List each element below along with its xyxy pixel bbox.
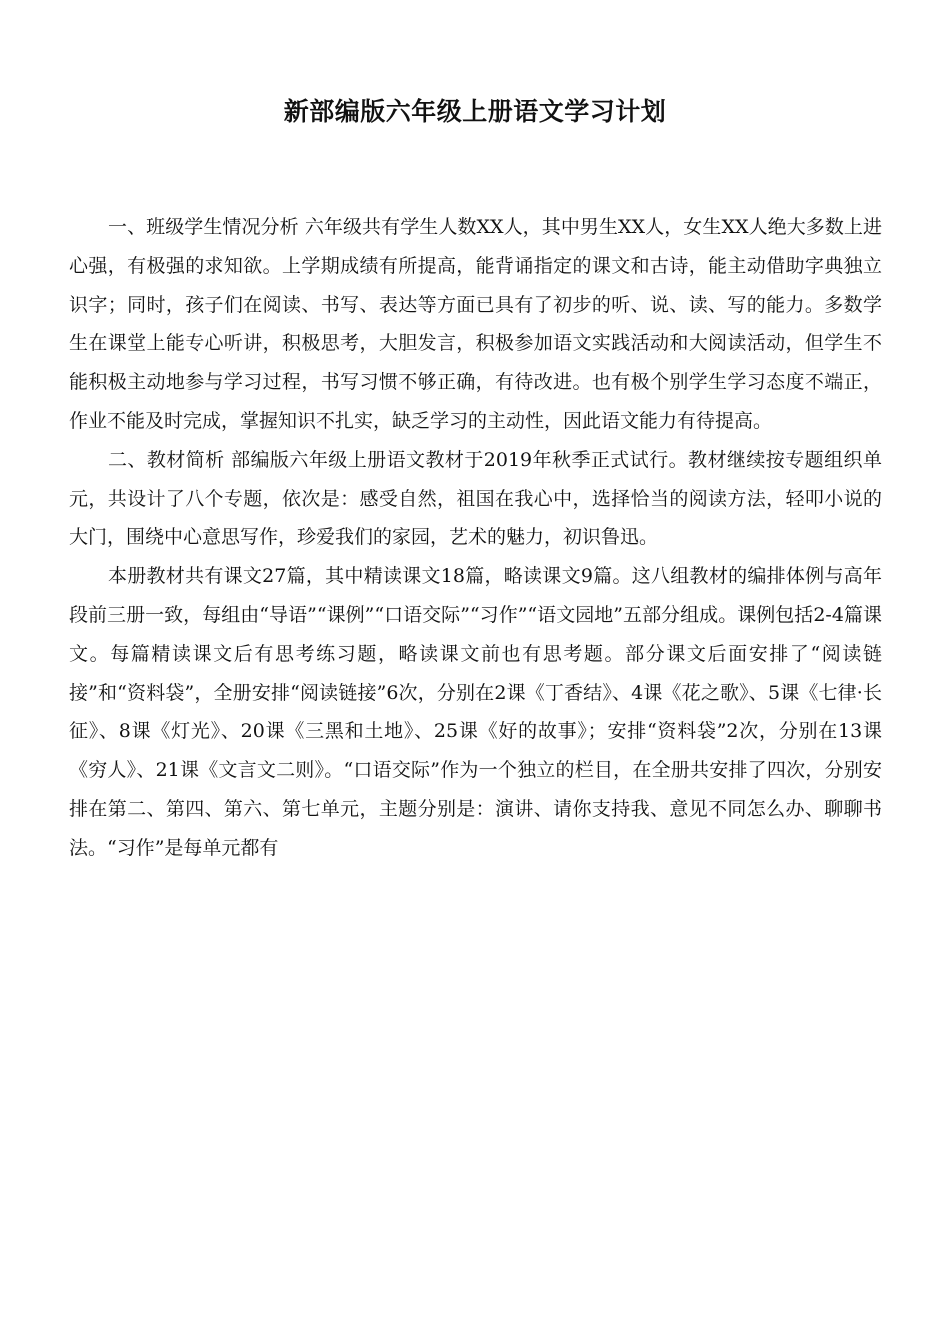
paragraph-textbook-structure: 本册教材共有课文27篇，其中精读课文18篇，略读课文9篇。这八组教材的编排体例与高年段前三册一致，每组由“导语”“课例”“口语交际”“习作”“语文园地”五部分组成。课例包括2-4篇课文。每篇精读课文后有思考练习题，略读课文前也有思考题。部分课文后面安排了“阅读链接”和“资料袋”，全册安排“阅读链接”6次，分别在2课《丁香结》、4课《花之歌》、5课《七律·长征》、8课《灯光》、20课《三黑和土地》、25课《好的故事》；安排“资料袋”2次，分别在13课《穷人》、21课《文言文二则》。“口语交际”作为一个独立的栏目，在全册共安排了四次，分别安排在第二、第四、第六、第七单元，主题分别是：演讲、请你支持我、意见不同怎么办、聊聊书法。“习作”是每单元都有	[69, 565, 882, 859]
paragraph-class-analysis: 一、班级学生情况分析 六年级共有学生人数XX人，其中男生XX人，女生XX人绝大多数上进心强，有极强的求知欲。上学期成绩有所提高，能背诵指定的课文和古诗，能主动借助字典独立识字；同时，孩子们在阅读、书写、表达等方面已具有了初步的听、说、读、写的能力。多数学生在课堂上能专心听讲，积极思考，大胆发言，积极参加语文实践活动和大阅读活动，但学生不能积极主动地参与学习过程，书写习惯不够正确，有待改进。也有极个别学生学习态度不端正，作业不能及时完成，掌握知识不扎实，缺乏学习的主动性，因此语文能力有待提高。	[69, 216, 882, 432]
paragraph-textbook-analysis: 二、教材简析 部编版六年级上册语文教材于2019年秋季正式试行。教材继续按专题组织单元，共设计了八个专题，依次是：感受自然，祖国在我心中，选择恰当的阅读方法，轻叩小说的大门，围绕中心意思写作，珍爱我们的家园，艺术的魅力，初识鲁迅。	[69, 448, 882, 549]
document-body	[69, 208, 882, 868]
document-title: 新部编版六年级上册语文学习计划	[283, 97, 667, 126]
